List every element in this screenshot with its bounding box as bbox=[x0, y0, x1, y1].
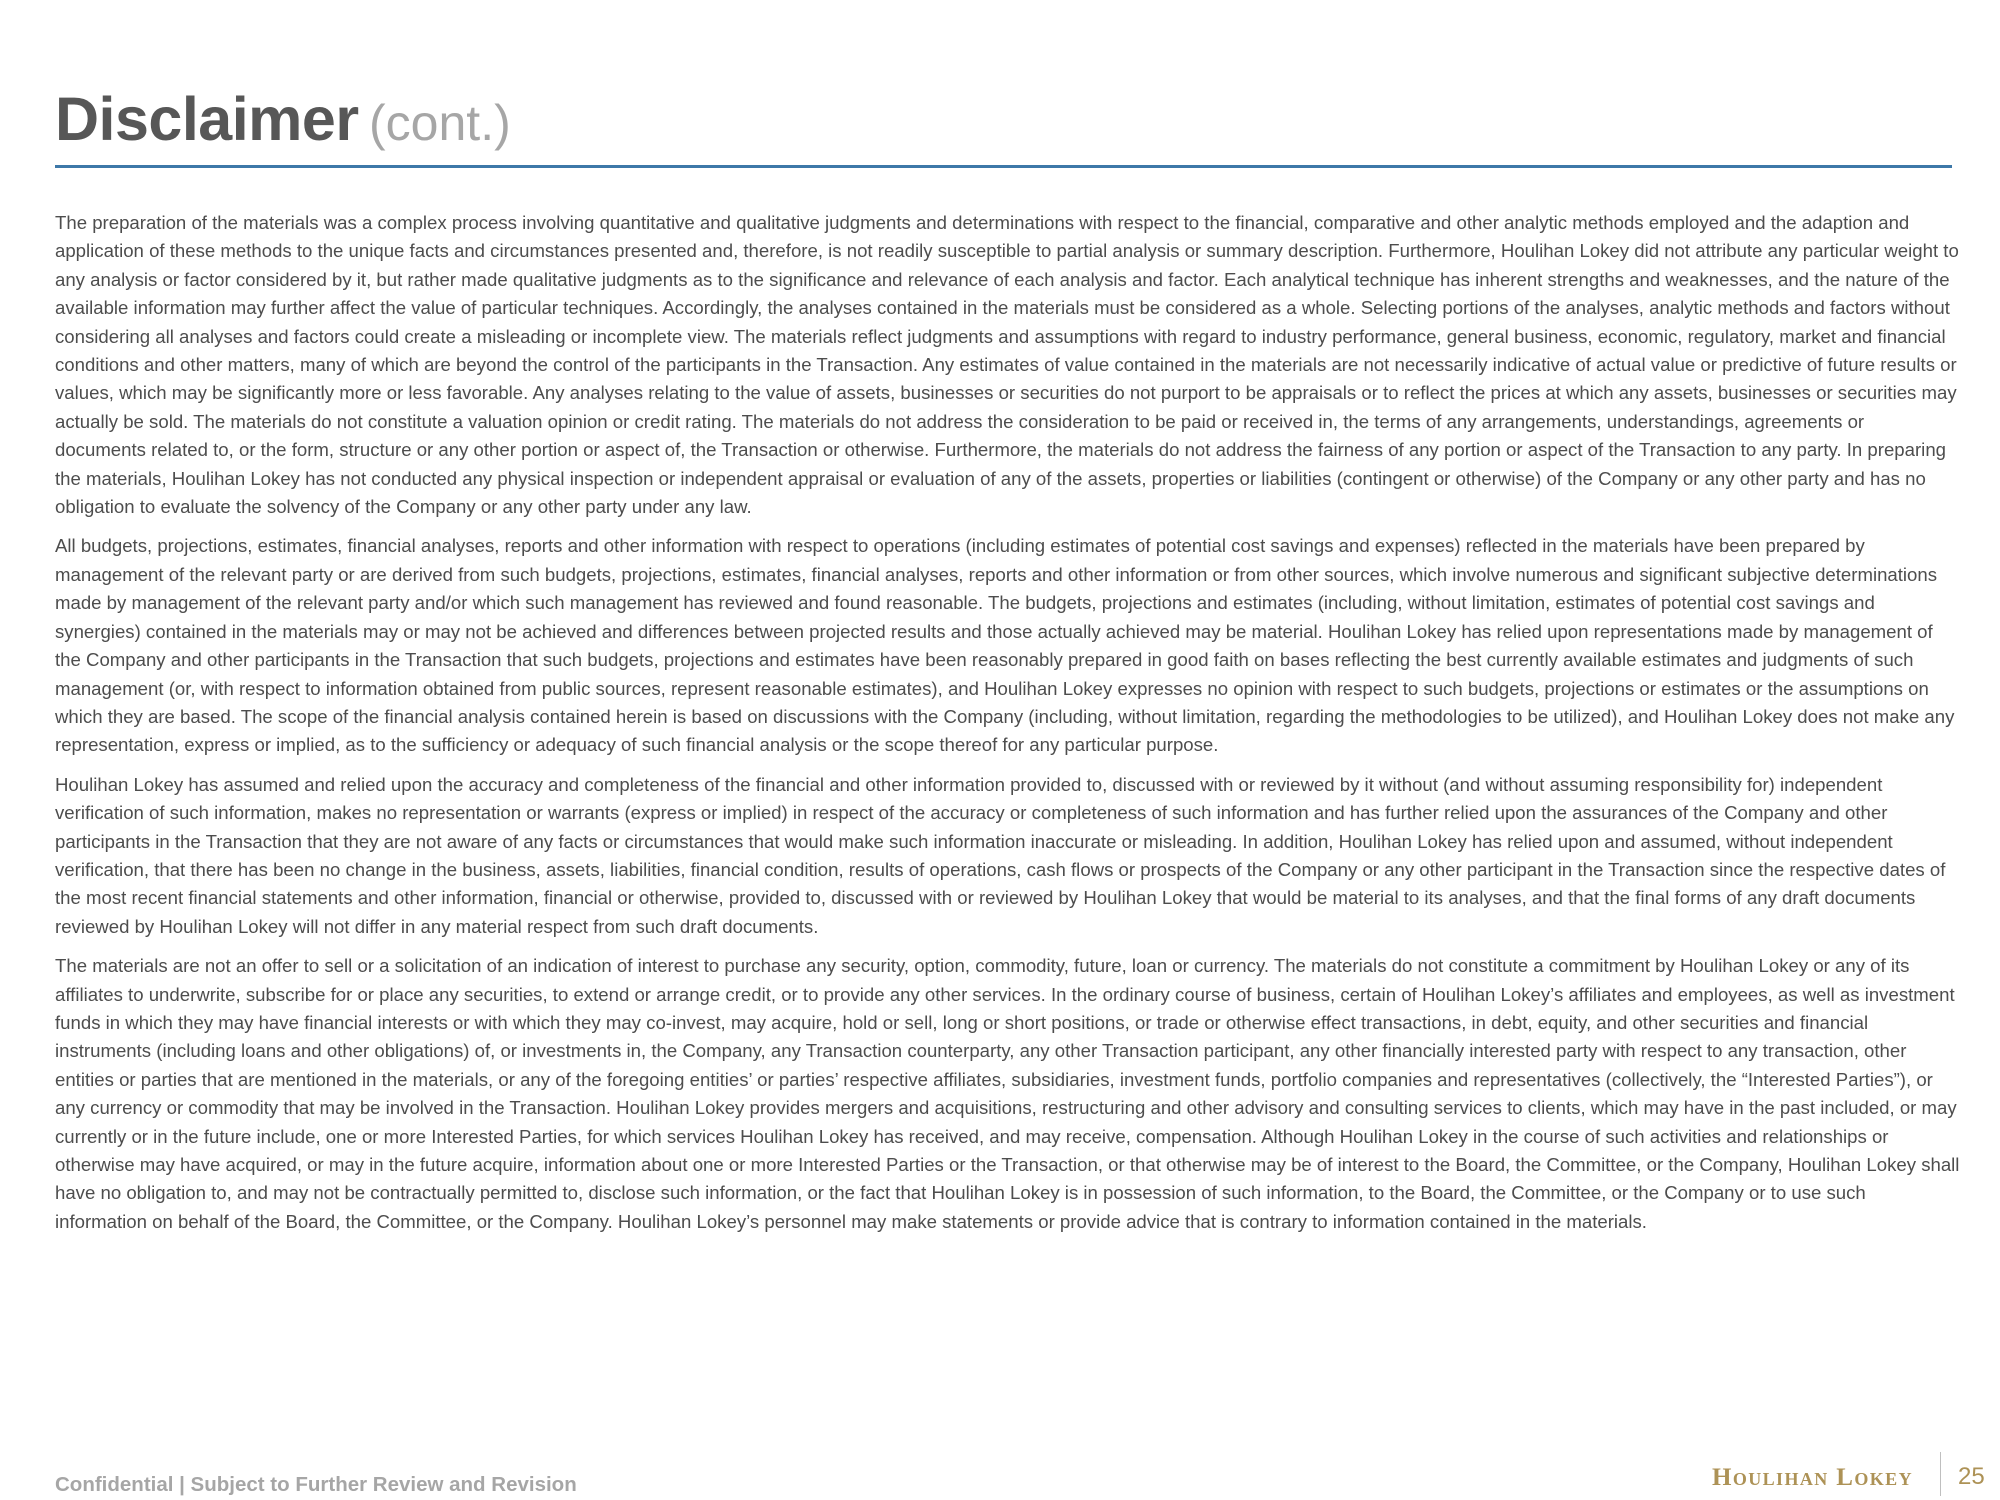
paragraph-projections: All budgets, projections, estimates, financial analyses, reports and other information with respect to operations (including estimates of potential cost savings and expenses) reflected in the materials have been prepared by management of the relevant party or are derived from such budgets, projections, estimates, financial analyses, reports and other information or from other sources, which involve numerous and significant subjective determinations made by management of the relevant party and/or which such management has reviewed and found reasonable. The budgets, projections and estimates (including, without limitation, estimates of potential cost savings and synergies) contained in the materials may or may not be achieved and differences between projected results and those actually achieved may be material. Houlihan Lokey has relied upon representations made by management of the Company and other participants in the Transaction that such budgets, projections and estimates have been reasonably prepared in good faith on bases reflecting the best currently available estimates and judgments of such management (or, with respect to information obtained from public sources, represent reasonable estimates), and Houlihan Lokey expresses no opinion with respect to such budgets, projections or estimates or the assumptions on which they are based. The scope of the financial analysis contained herein is based on discussions with the Company (including, without limitation, regarding the methodologies to be utilized), and Houlihan Lokey does not make any representation, express or implied, as to the sufficiency or adequacy of such financial analysis or the scope thereof for any particular purpose. bbox=[55, 535, 1955, 756]
title-main: Disclaimer bbox=[55, 85, 359, 153]
paragraph-analysis-process: The preparation of the materials was a complex process involving quantitative and qualitative judgments and determinations with respect to the financial, comparative and other analytic methods employed and the adaption and application of these methods to the unique facts and circumstances presented and, therefore, is not readily susceptible to partial analysis or summary description. Furthermore, Houlihan Lokey did not attribute any particular weight to any analysis or factor considered by it, but rather made qualitative judgments as to the significance and relevance of each analysis and factor. Each analytical technique has inherent strengths and weaknesses, and the nature of the available information may further affect the value of particular techniques. Accordingly, the analyses contained in the materials must be considered as a whole. Selecting portions of the analyses, analytic methods and factors without considering all analyses and factors could create a misleading or incomplete view. The materials reflect judgments and assumptions with regard to industry performance, general business, economic, regulatory, market and financial conditions and other matters, many of which are beyond the control of the participants in the Transaction. Any estimates of value contained in the materials are not necessarily indicative of actual value or predictive of future results or values, which may be significantly more or less favorable. Any analyses relating to the value of assets, businesses or securities do not purport to be appraisals or to reflect the prices at which any assets, businesses or securities may actually be sold. The materials do not constitute a valuation opinion or credit rating. The materials do not address the consideration to be paid or received in, the terms of any arrangements, understandings, agreements or documents related to, or the form, structure or any other portion or aspect of, the Transaction or otherwise. Furthermore, the materials do not address the fairness of any portion or aspect of the Transaction to any party. In preparing the materials, Houlihan Lokey has not conducted any physical inspection or independent appraisal or evaluation of any of the assets, properties or liabilities (contingent or otherwise) of the Company or any other party and has no obligation to evaluate the solvency of the Company or any other party under any law. bbox=[55, 212, 1959, 518]
houlihan-lokey-logo: Houlihan Lokey bbox=[1712, 1464, 1913, 1491]
footer-divider bbox=[1940, 1452, 1941, 1496]
page-title bbox=[55, 84, 1952, 154]
page-number: 25 bbox=[1958, 1463, 1985, 1490]
title-suffix: (cont.) bbox=[369, 95, 511, 151]
footer-confidential-note: Confidential | Subject to Further Review and Revision bbox=[55, 1473, 577, 1496]
paragraph-reliance: Houlihan Lokey has assumed and relied upon the accuracy and completeness of the financial and other information provided to, discussed with or reviewed by it without (and without assuming responsibility for) independent verification of such information, makes no representation or warrants (express or implied) in respect of the accuracy or completeness of such information and has further relied upon the assurances of the Company and other participants in the Transaction that they are not aware of any facts or circumstances that would make such information inaccurate or misleading. In addition, Houlihan Lokey has relied upon and assumed, without independent verification, that there has been no change in the business, assets, liabilities, financial condition, results of operations, cash flows or prospects of the Company or any other participant in the Transaction since the respective dates of the most recent financial statements and other information, financial or otherwise, provided to, discussed with or reviewed by Houlihan Lokey that would be material to its analyses, and that the final forms of any draft documents reviewed by Houlihan Lokey will not differ in any material respect from such draft documents. bbox=[55, 773, 1946, 937]
title-divider bbox=[55, 165, 1952, 168]
paragraph-not-an-offer: The materials are not an offer to sell or a solicitation of an indication of interest to purchase any security, option, commodity, future, loan or currency. The materials do not constitute a commitment by Houlihan Lokey or any of its affiliates to underwrite, subscribe for or place any securities, to extend or arrange credit, or to provide any other services. In the ordinary course of business, certain of Houlihan Lokey’s affiliates and employees, as well as investment funds in which they may have financial interests or with which they may co-invest, may acquire, hold or sell, long or short positions, or trade or otherwise effect transactions, in debt, equity, and other securities and financial instruments (including loans and other obligations) of, or investments in, the Company, any Transaction counterparty, any other Transaction participant, any other financially interested party with respect to any transaction, other entities or parties that are mentioned in the materials, or any of the foregoing entities’ or parties’ respective affiliates, subsidiaries, investment funds, portfolio companies and representatives (collectively, the “Interested Parties”), or any currency or commodity that may be involved in the Transaction. Houlihan Lokey provides mergers and acquisitions, restructuring and other advisory and consulting services to clients, which may have in the past included, or may currently or in the future include, one or more Interested Parties, for which services Houlihan Lokey has received, and may receive, compensation. Although Houlihan Lokey in the course of such activities and relationships or otherwise may have acquired, or may in the future acquire, information about one or more Interested Parties or the Transaction, or that otherwise may be of interest to the Board, the Committee, or the Company, Houlihan Lokey shall have no obligation to, and may not be contractually permitted to, disclose such information, or the fact that Houlihan Lokey is in possession of such information, to the Board, the Committee, or the Company or to use such information on behalf of the Board, the Committee, or the Company. Houlihan Lokey’s personnel may make statements or provide advice that is contrary to information contained in the materials. bbox=[55, 955, 1960, 1232]
disclaimer-body bbox=[55, 209, 1960, 1247]
